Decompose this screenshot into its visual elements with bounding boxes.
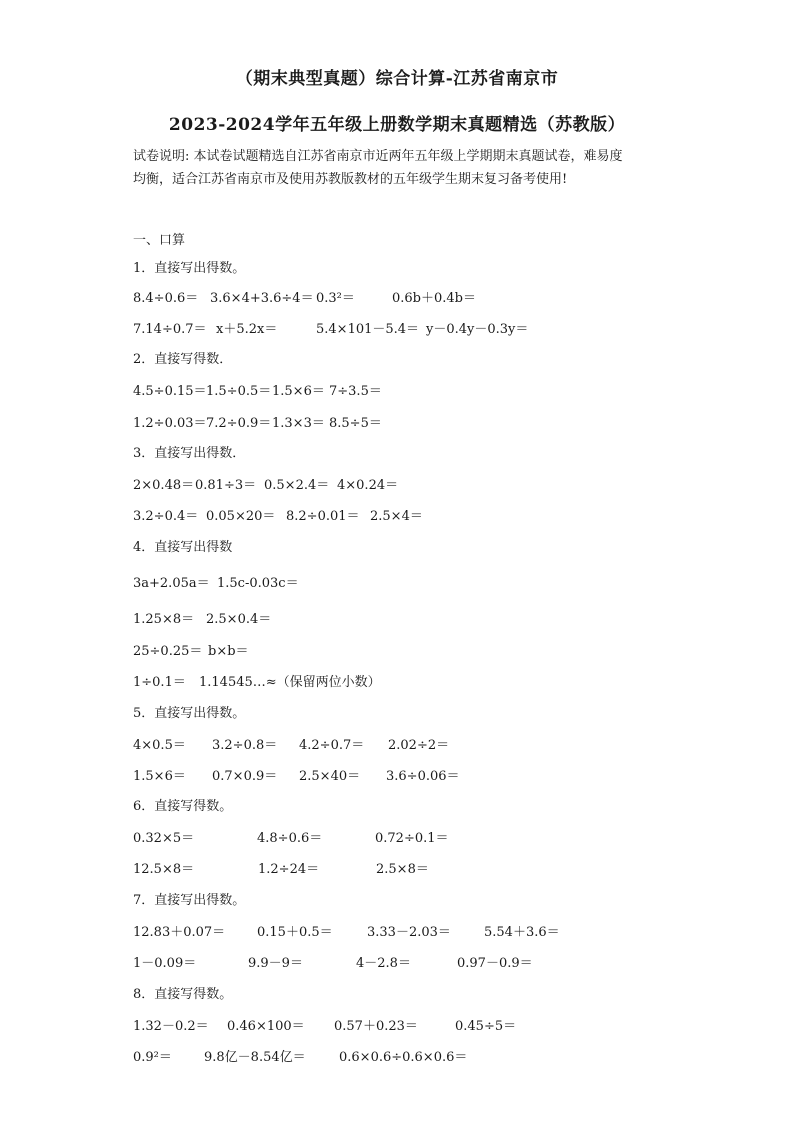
question-2-title: 2．直接写得数． (133, 352, 233, 367)
math-item: 0.6×0.6÷0.6×0.6＝ (339, 1050, 468, 1065)
question-6-title: 6．直接写得数。 (133, 799, 233, 814)
math-item: 1.5÷0.5＝ (206, 384, 272, 399)
math-item: 2.5×8＝ (376, 862, 429, 877)
math-item: 0.15＋0.5＝ (257, 925, 333, 940)
question-5-title: 5．直接写出得数。 (133, 706, 246, 721)
math-item: 2.5×40＝ (299, 769, 361, 784)
math-item: 2×0.48＝ (133, 478, 195, 493)
math-item: 1.5×6＝ (133, 769, 186, 784)
math-item: 7÷3.5＝ (329, 384, 382, 399)
math-item: 8.4÷0.6＝ (133, 291, 199, 306)
math-item: 0.32×5＝ (133, 831, 195, 846)
document-title-line2: 2023-2024学年五年级上册数学期末真题精选（苏教版） (168, 115, 626, 135)
math-item: 25÷0.25＝ (133, 644, 203, 659)
math-item: 2.02÷2＝ (388, 738, 450, 753)
math-item: 4×0.24＝ (337, 478, 399, 493)
math-item: y－0.4y－0.3y＝ (426, 322, 529, 337)
math-item: 12.5×8＝ (133, 862, 195, 877)
math-item: 2.5×4＝ (370, 509, 423, 524)
question-8-title: 8．直接写得数。 (133, 987, 233, 1002)
math-item: 1.2÷0.03＝ (133, 416, 207, 431)
math-item: 3.2÷0.8＝ (212, 738, 278, 753)
math-item: 12.83＋0.07＝ (133, 925, 226, 940)
math-item: 1÷0.1＝ (133, 675, 186, 690)
math-item: 0.72÷0.1＝ (375, 831, 449, 846)
intro-line: 试卷说明: 本试卷试题精选自江苏省南京市近两年五年级上学期期末真题试卷，难易度 (133, 149, 623, 164)
math-item: 8.5÷5＝ (329, 416, 382, 431)
math-item: 0.46×100＝ (227, 1019, 305, 1034)
math-item: 3.6÷0.06＝ (386, 769, 460, 784)
math-item: 1.14545…≈（保留两位小数） (199, 675, 381, 690)
math-item: 3.6×4+3.6÷4＝ (210, 291, 314, 306)
math-item: 5.54＋3.6＝ (484, 925, 560, 940)
math-item: 1.3×3＝ (272, 416, 325, 431)
math-item: 4－2.8＝ (356, 956, 411, 971)
math-item: 4.2÷0.7＝ (299, 738, 365, 753)
math-item: x＋5.2x＝ (216, 322, 278, 337)
math-item: 4.5÷0.15＝ (133, 384, 207, 399)
math-item: 0.5×2.4＝ (264, 478, 330, 493)
math-item: 7.14÷0.7＝ (133, 322, 207, 337)
question-7-title: 7．直接写出得数。 (133, 893, 246, 908)
question-3-title: 3．直接写出得数． (133, 446, 246, 461)
math-item: 1.2÷24＝ (258, 862, 320, 877)
math-item: 0.57＋0.23＝ (334, 1019, 418, 1034)
math-item: 3a+2.05a＝ (133, 576, 210, 591)
math-item: 0.7×0.9＝ (212, 769, 278, 784)
question-4-title: 4．直接写出得数 (133, 540, 233, 555)
math-item: 1－0.09＝ (133, 956, 197, 971)
section-heading: 一、口算 (133, 233, 186, 248)
math-item: 0.6b＋0.4b＝ (392, 291, 476, 306)
math-item: 3.2÷0.4＝ (133, 509, 199, 524)
math-item: 0.97－0.9＝ (457, 956, 533, 971)
math-item: b×b＝ (208, 644, 249, 659)
math-item: 9.9－9＝ (248, 956, 303, 971)
math-item: 0.9²＝ (133, 1050, 172, 1065)
math-item: 1.5×6＝ (272, 384, 325, 399)
intro-line: 均衡，适合江苏省南京市及使用苏教版教材的五年级学生期末复习备考使用! (133, 172, 568, 187)
math-item: 8.2÷0.01＝ (286, 509, 360, 524)
math-item: 4.8÷0.6＝ (257, 831, 323, 846)
math-item: 3.33－2.03＝ (367, 925, 451, 940)
question-1-title: 1．直接写出得数。 (133, 261, 246, 276)
math-item: 4×0.5＝ (133, 738, 186, 753)
math-item: 0.05×20＝ (206, 509, 276, 524)
math-item: 1.32－0.2＝ (133, 1019, 209, 1034)
math-item: 0.45÷5＝ (455, 1019, 517, 1034)
math-item: 7.2÷0.9＝ (206, 416, 272, 431)
math-item: 0.81÷3＝ (195, 478, 257, 493)
math-item: 9.8亿－8.54亿＝ (204, 1050, 306, 1065)
exam-description (133, 145, 693, 191)
document-title-line1: （期末典型真题）综合计算-江苏省南京市 (235, 69, 559, 89)
math-item: 2.5×0.4＝ (206, 612, 272, 627)
math-item: 1.5c-0.03c＝ (217, 576, 299, 591)
math-item: 1.25×8＝ (133, 612, 195, 627)
math-item: 0.3²＝ (316, 291, 355, 306)
math-item: 5.4×101－5.4＝ (316, 322, 420, 337)
